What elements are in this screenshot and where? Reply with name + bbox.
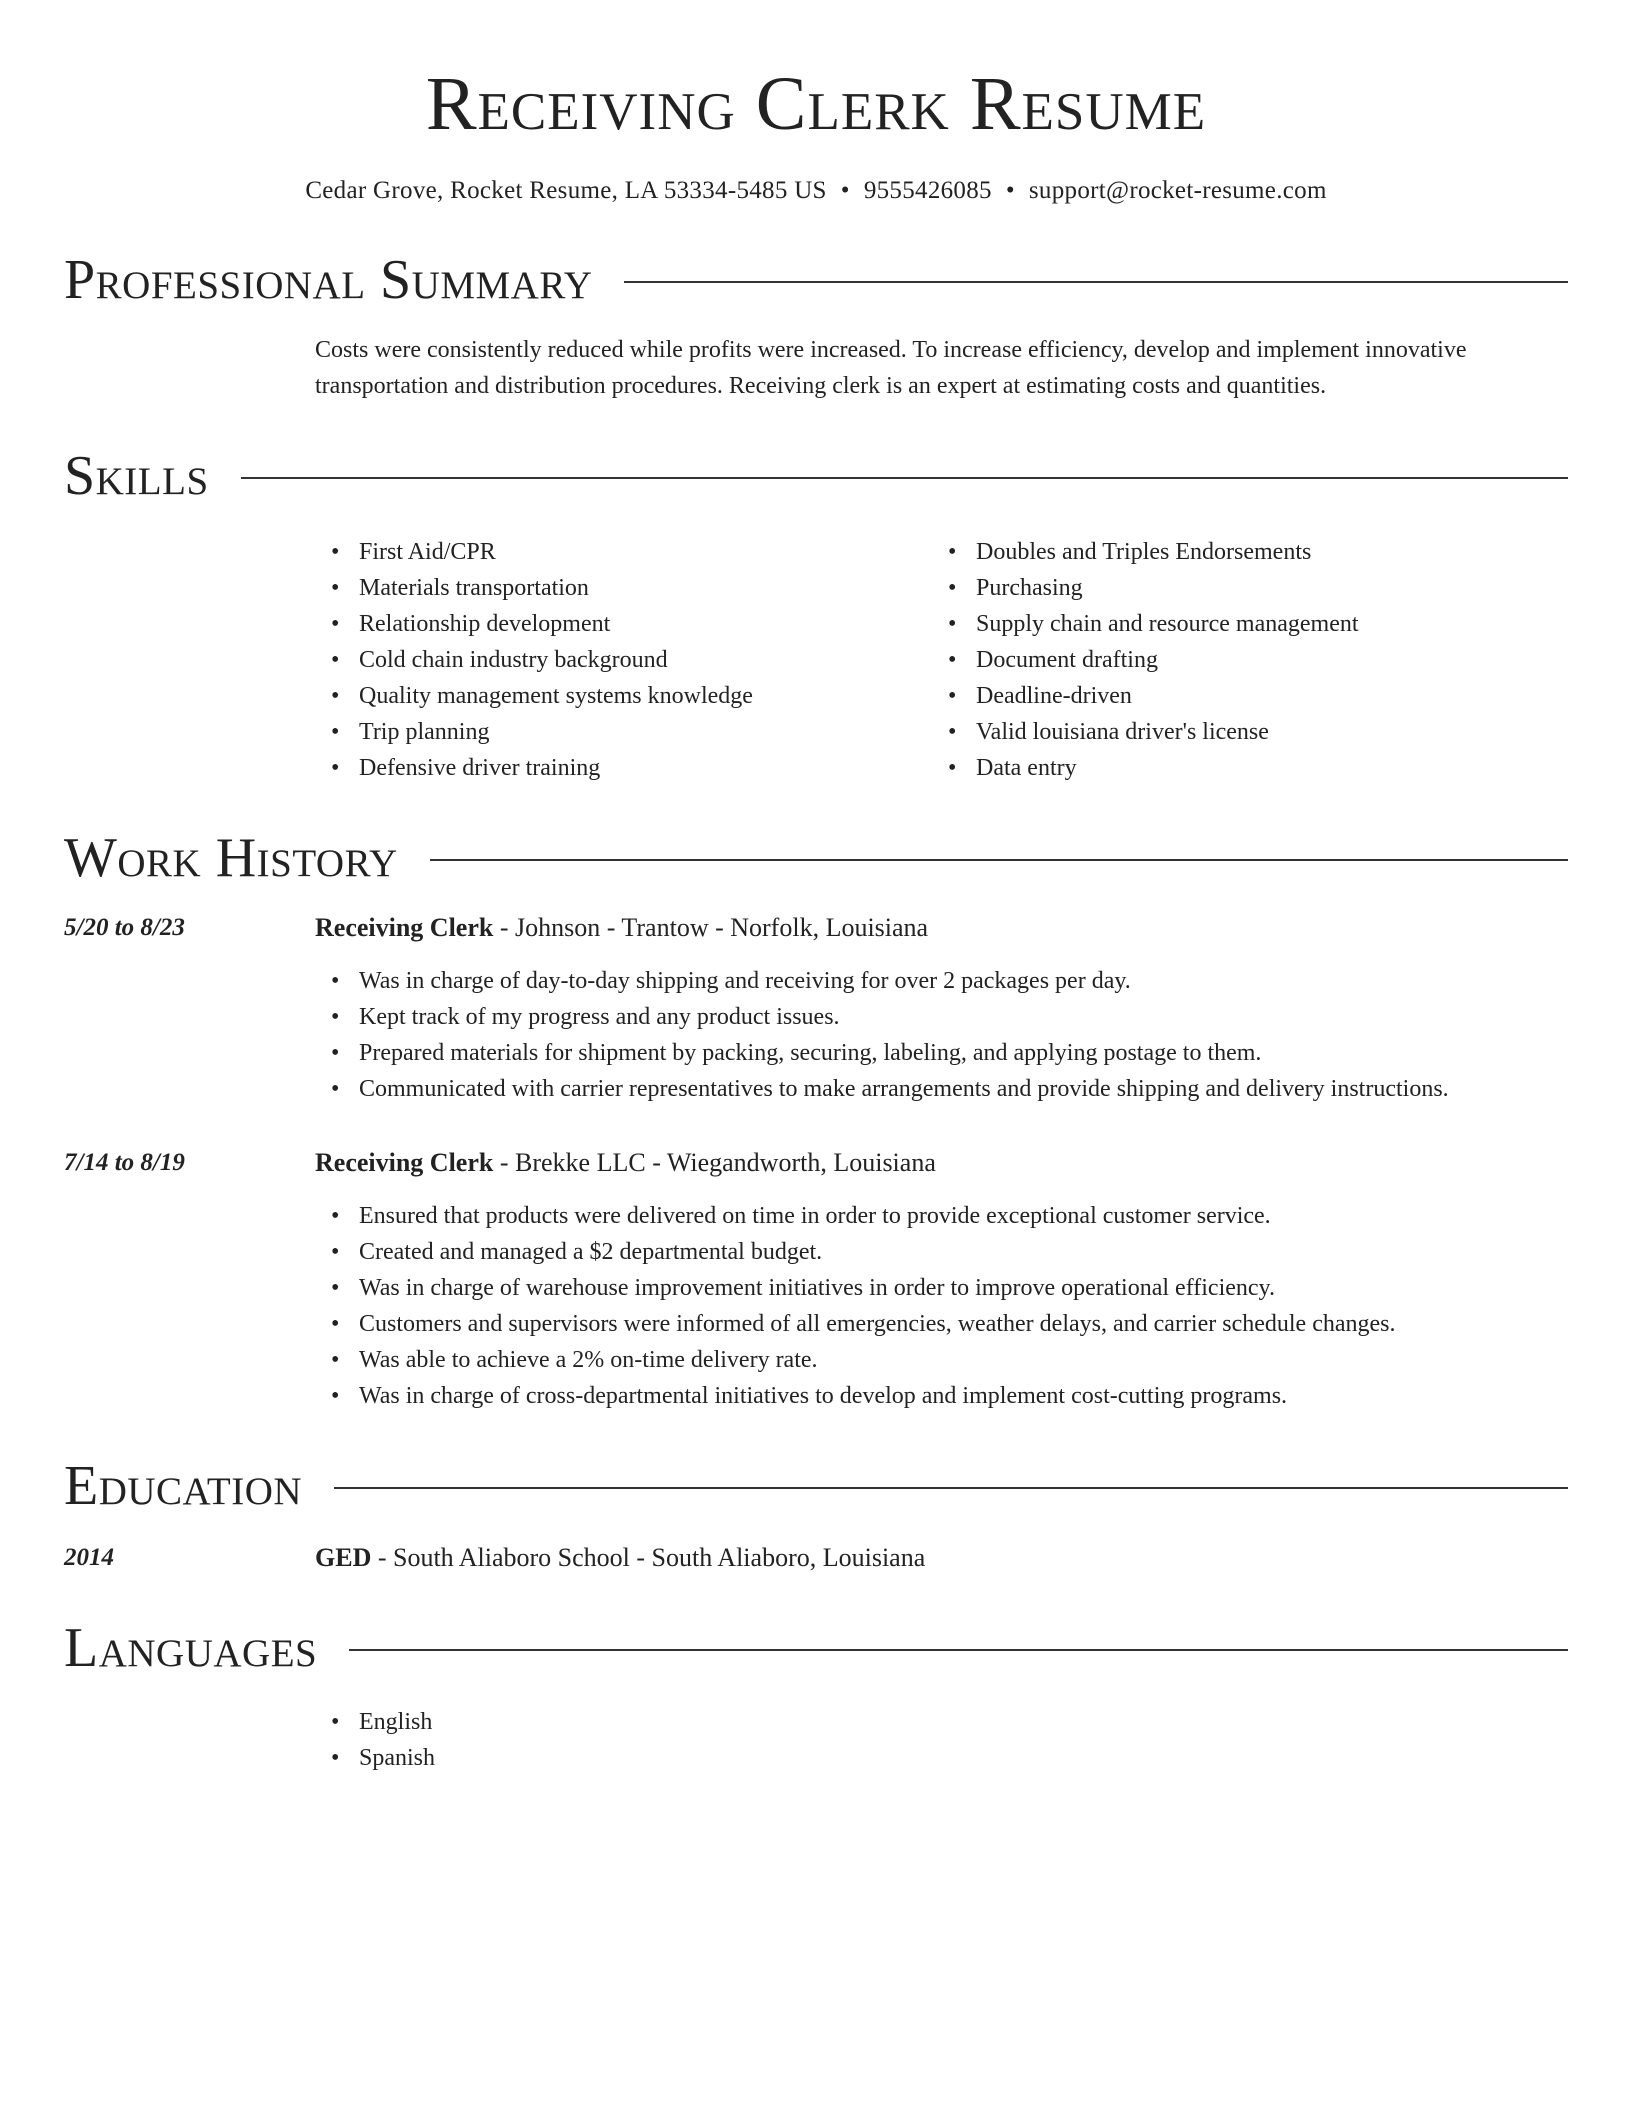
section-skills-header <box>64 444 1568 508</box>
job-bullet: • Was in charge of cross-departmental initiatives to develop and implement cost-cutting programs. <box>315 1378 1568 1414</box>
education-line <box>315 1540 1568 1576</box>
job-bullets-col <box>315 963 1568 1107</box>
contact-separator: • <box>840 177 850 204</box>
summary-block <box>64 332 1568 404</box>
job-title-line <box>315 910 1568 946</box>
section-divider <box>334 1487 1568 1489</box>
education-year: 2014 <box>64 1544 114 1571</box>
languages-left-spacer <box>64 1704 315 1776</box>
job-header <box>64 910 1568 946</box>
languages-col <box>315 1704 1568 1776</box>
skill-item: • Document drafting <box>932 642 1549 678</box>
section-divider <box>349 1649 1568 1651</box>
job-left-spacer <box>64 963 315 1107</box>
contact-separator: • <box>1005 177 1015 204</box>
job-bullets-row <box>64 963 1568 1107</box>
job-bullets-row <box>64 1198 1568 1414</box>
section-summary-title: Professional Summary <box>64 249 593 311</box>
job-employer: - Brekke LLC - Wiegandworth, Louisiana <box>493 1148 936 1177</box>
education-degree: GED <box>315 1543 372 1572</box>
skill-item: • First Aid/CPR <box>315 534 932 570</box>
skills-list-right <box>932 534 1549 786</box>
section-education-title: Education <box>64 1455 303 1517</box>
skill-item: • Doubles and Triples Endorsements <box>932 534 1549 570</box>
section-skills-title: Skills <box>64 445 209 507</box>
job-bullet: • Was in charge of warehouse improvement initiatives in order to improve operational efficiency. <box>315 1270 1568 1306</box>
contact-email: support@rocket-resume.com <box>1028 177 1327 204</box>
skill-item: • Relationship development <box>315 606 932 642</box>
summary-text: Costs were consistently reduced while profits were increased. To increase efficiency, develop and implement innovative transportation and distribution procedures. Receiving clerk is an expert at estimating costs and quantities. <box>315 337 1467 399</box>
section-divider <box>241 477 1568 479</box>
languages-list <box>315 1704 1568 1776</box>
job-bullet: • Kept track of my progress and any product issues. <box>315 999 1568 1035</box>
resume-title: Receiving Clerk Resume <box>425 62 1207 146</box>
contact-address: Cedar Grove, Rocket Resume, LA 53334-5485 US <box>305 177 827 204</box>
skill-item: • Quality management systems knowledge <box>315 678 932 714</box>
job-dates: 5/20 to 8/23 <box>64 914 185 941</box>
section-languages-header <box>64 1616 1568 1680</box>
skill-item: • Cold chain industry background <box>315 642 932 678</box>
job-entry <box>64 1145 1568 1414</box>
education-school: - South Aliaboro School - South Aliaboro, Louisiana <box>371 1543 926 1572</box>
job-bullet: • Customers and supervisors were informed of all emergencies, weather delays, and carrier schedule changes. <box>315 1306 1568 1342</box>
section-divider <box>624 281 1568 283</box>
job-bullet: • Communicated with carrier representatives to make arrangements and provide shipping and delivery instructions. <box>315 1071 1568 1107</box>
job-employer: - Johnson - Trantow - Norfolk, Louisiana <box>493 913 929 942</box>
job-bullet: • Was able to achieve a 2% on-time delivery rate. <box>315 1342 1568 1378</box>
contact-line <box>64 174 1568 208</box>
job-entry <box>64 910 1568 1107</box>
job-bullet: • Ensured that products were delivered on time in order to provide exceptional customer service. <box>315 1198 1568 1234</box>
job-dates: 7/14 to 8/19 <box>64 1149 185 1176</box>
job-title: Receiving Clerk <box>315 913 494 942</box>
job-bullet: • Created and managed a $2 departmental budget. <box>315 1234 1568 1270</box>
job-left-spacer <box>64 1198 315 1414</box>
job-header <box>64 1145 1568 1181</box>
job-title-line <box>315 1145 1568 1181</box>
skill-item: • Purchasing <box>932 570 1549 606</box>
contact-phone: 9555426085 <box>863 177 992 204</box>
section-work-title: Work History <box>64 827 398 889</box>
skills-grid <box>315 534 1568 786</box>
skill-item: • Deadline-driven <box>932 678 1549 714</box>
job-bullets <box>315 1198 1568 1414</box>
job-bullet: • Was in charge of day-to-day shipping and receiving for over 2 packages per day. <box>315 963 1568 999</box>
education-entry <box>64 1540 1568 1576</box>
section-languages-title: Languages <box>64 1617 318 1679</box>
summary-left-spacer <box>64 332 315 404</box>
section-education-header <box>64 1454 1568 1518</box>
section-work-header <box>64 826 1568 890</box>
language-item: • English <box>315 1704 1568 1740</box>
job-bullets-col <box>315 1198 1568 1414</box>
language-item: • Spanish <box>315 1740 1568 1776</box>
skills-list-left <box>315 534 932 786</box>
skills-left-spacer <box>64 534 315 786</box>
skill-item: • Valid louisiana driver's license <box>932 714 1549 750</box>
skill-item: • Materials transportation <box>315 570 932 606</box>
job-bullets <box>315 963 1568 1107</box>
section-divider <box>430 859 1568 861</box>
skill-item: • Supply chain and resource management <box>932 606 1549 642</box>
job-title: Receiving Clerk <box>315 1148 494 1177</box>
skill-item: • Defensive driver training <box>315 750 932 786</box>
section-summary-header <box>64 248 1568 312</box>
skills-block <box>64 534 1568 786</box>
skill-item: • Data entry <box>932 750 1549 786</box>
job-bullet: • Prepared materials for shipment by packing, securing, labeling, and applying postage to them. <box>315 1035 1568 1071</box>
skill-item: • Trip planning <box>315 714 932 750</box>
languages-block <box>64 1704 1568 1776</box>
